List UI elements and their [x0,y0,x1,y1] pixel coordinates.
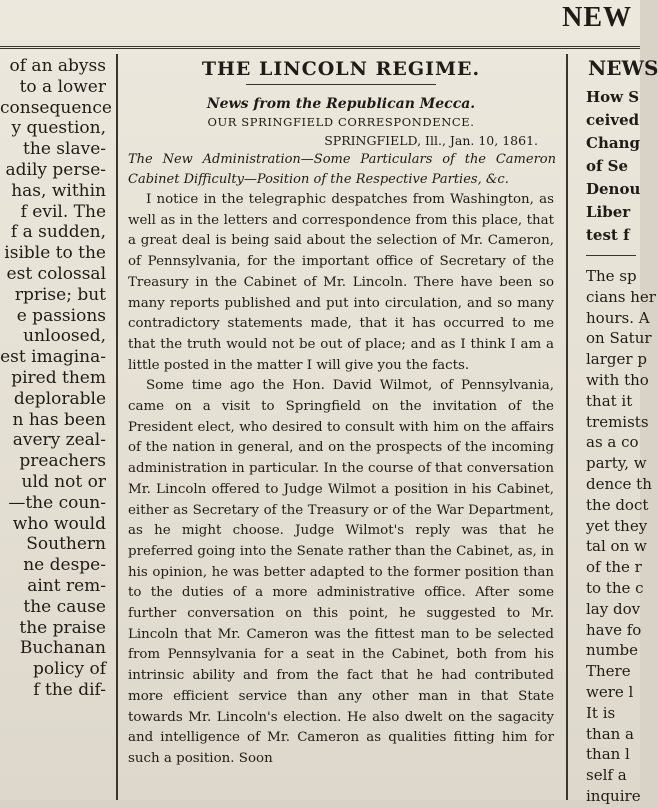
masthead-title: NEW [562,2,632,33]
right-column-text-line: lay dov [586,599,641,618]
article-correspondent: OUR SPRINGFIELD CORRESPONDENCE. [207,115,475,129]
column-rule-left [116,54,118,800]
left-column-text-line: has, within [11,180,106,201]
left-column-text-line: uld not or [21,471,106,492]
left-column-text-line: est colossal [6,263,106,284]
left-column-text-line: pired them [11,367,106,388]
right-column-text-line: on Satur [586,329,652,348]
left-column-text-line: —the coun- [8,492,106,513]
left-column-text-line: Buchanan [19,638,106,659]
left-column-text-line: the slave- [23,139,106,160]
left-column-text-line: e passions [16,305,106,326]
article-column [122,56,560,800]
right-subhead-line: ceived [586,111,640,129]
right-subhead-line: Chang [586,134,640,152]
left-column-text-line: adily perse- [5,159,106,180]
article-paragraph: I notice in the telegraphic despatches from Washington, as well as in the letters and correspondence from this place, that a great deal is being said about the selection of Mr. Cameron, of Pennsylvania, for the important office of Secretary of the Treasury in the Cabinet of Mr. Lincoln. There have been so many reports published and put into circulation, and so many contradictory statements made, that it has occurred to me that the truth would not be out of place; and as I think I am a little posted in the matter I will give you the facts. [128,192,554,373]
left-column-text-line: policy of [32,659,106,680]
left-column-text-line: consequence [0,97,112,118]
right-column-text-line: tremists [586,412,649,431]
right-column-text-line: were l [586,682,634,701]
left-column-text-line: isible to the [4,243,106,264]
right-column-text-line: dence th [586,474,652,493]
left-column-text-line: rprise; but [14,284,106,305]
left-column-text-line: preachers [19,451,106,472]
left-column-text-line: f evil. The [20,201,106,222]
masthead [0,0,640,49]
right-subhead-line: How S [586,88,640,106]
right-column-text-line: hours. A [586,308,650,327]
right-subhead-line: Denou [586,180,641,198]
left-column-text-line: of an abyss [9,56,106,76]
right-column-text-line: inquire [586,786,641,805]
article-summary: The New Administration—Some Particulars of the Cameron Cabinet Difficulty—Position of the Respective Parties, &c. [128,152,556,187]
left-column-text-line: ne despe- [23,555,106,576]
right-column-text-line: have fo [586,620,642,639]
right-column-text-line: There [586,662,631,681]
right-column-text-line: The sp [586,267,637,285]
right-column-text-line: tal on w [586,537,647,556]
article-subheadline: News from the Republican Mecca. [206,96,476,112]
article-dateline: SPRINGFIELD, Ill., Jan. 10, 1861. [324,133,538,148]
left-column-text-line: est imagina- [0,347,106,368]
right-subhead-rule [586,255,636,256]
left-column-text-line: aint rem- [27,575,106,596]
right-column-text-line: cians her [586,287,656,306]
right-column-text-line: yet they [586,516,648,535]
left-column-text-line: unloosed, [23,326,106,347]
left-column-text-line: f the dif- [33,679,106,700]
right-column-text-line: than l [586,745,630,764]
right-column-text-line: as a co [586,433,639,452]
right-column-text-line: larger p [586,350,647,369]
right-subhead-line: of Se [586,157,629,175]
right-column-text-line: the doct [586,495,649,514]
right-headline: NEWS [588,56,658,80]
left-column-text-line: who would [12,513,106,534]
left-column-text-line: y question, [11,118,106,139]
right-column-text-line: than a [586,724,635,743]
left-column-text-line: Southern [26,534,106,555]
headline-rule [246,84,436,85]
right-column-text-line: party, w [586,454,647,473]
right-column-text-line: It is [586,703,616,722]
right-subhead-line: test f [586,226,630,244]
left-column-text-line: the praise [19,617,106,638]
right-subhead-line: Liber [586,203,631,221]
right-column-text-line: self a [586,766,627,785]
right-column-text-line: numbe [586,641,639,660]
left-column-text-line: the cause [23,596,106,617]
right-column-text-line: of the r [586,558,642,577]
right-column-text-line: that it [586,391,633,410]
left-column-text-line: f a sudden, [10,222,106,243]
left-column [0,56,110,800]
left-column-text-line: avery zeal- [12,430,106,451]
column-rule-right [566,54,568,800]
left-column-text-line: deplorable [13,388,106,409]
left-column-text-line: to a lower [19,76,106,97]
right-column-text-line: with tho [586,370,649,389]
left-column-text-line: n has been [12,409,106,430]
right-column [574,56,658,805]
article-paragraph: Some time ago the Hon. David Wilmot, of Pennsylvania, came on a visit to Springfield on the invitation of the President elect, who desired to consult with him on the affairs of the nation in general, and on the prospects of the incoming administration in particular. In the course of that conversation Mr. Lincoln offered to Judge Wilmot a position in his Cabinet, either as Secretary of the Treasury or of the War Department, as he might choose. Judge Wilmot's reply was that he preferred going into the Senate rather than the Cabinet, as, in his opinion, he was better adapted to the former position than to the duties of a more administrative office. After some further conversation on this point, he suggested to Mr. Lincoln that Mr. Cameron was the fittest man to be selected from Pennsylvania for a seat in the Cabinet, both from his intrinsic ability and from the fact that he had contributed more efficient service than any other man in that State towards Mr. Lincoln's election. He also dwelt on the sagacity and intelligence of Mr. Cameron as qualities fitting him for such a position. Soon [128,378,554,766]
right-column-text-line: to the c [586,578,644,597]
article-headline: THE LINCOLN REGIME. [201,58,481,80]
